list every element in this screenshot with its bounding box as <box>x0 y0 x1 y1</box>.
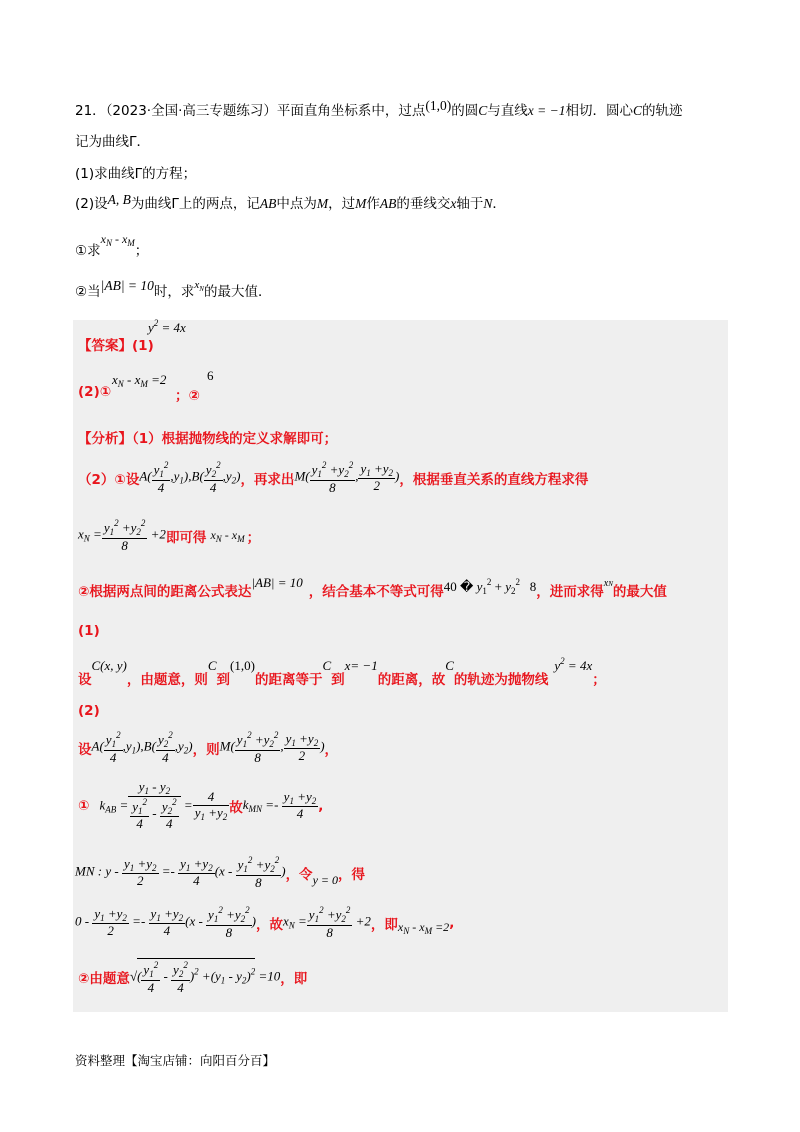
analysis-text: 即可得 <box>165 530 207 546</box>
solution-text: ① <box>78 798 90 814</box>
footer-credit: 资料整理【淘宝店铺：向阳百分百】 <box>75 1053 276 1068</box>
solution-text: 设 <box>78 672 92 688</box>
math-var: M <box>316 196 329 211</box>
question-part-1: (1)求曲线Γ的方程； <box>75 166 197 182</box>
analysis-text: ，根据垂直关系的直线方程求得 <box>399 472 589 488</box>
math-var: x <box>450 196 457 211</box>
question-part-2 <box>75 192 506 212</box>
solution-text: 设 <box>78 742 92 758</box>
solution-text: 的轨迹为抛物线 <box>453 672 549 688</box>
answer-line-2 <box>78 384 111 400</box>
math-var: C <box>478 103 488 118</box>
analysis-math: $x_N - x_M$ <box>210 528 245 544</box>
question-text: 平面直角坐标系中，过点 <box>276 103 426 119</box>
answer-eq1: $y^2 = 4x$ <box>148 318 186 335</box>
solution-line-4 <box>75 852 365 894</box>
analysis-text: 的最大值 <box>612 584 667 600</box>
point-math: (1,0) <box>425 98 452 113</box>
question-source: （2023·全国·高三专题练习） <box>105 103 277 119</box>
question-text: ①求 <box>75 243 101 259</box>
solution-text: ，令 <box>285 867 313 883</box>
question-text: 轴于 <box>456 196 484 212</box>
solution-text: ； <box>592 672 606 688</box>
math-var: AB <box>259 196 277 211</box>
question-text: 的垂线交 <box>396 196 451 212</box>
sub1-expr: $x_N - x_M$ <box>100 232 135 248</box>
solution-text: ，则 <box>192 742 220 758</box>
sub2-cond: |AB| = 10 <box>100 278 154 293</box>
solution-math: √( $\frac{y_1^2}{4}$ - $\frac{y_2^2}{4}$ )$^2 +(y_1 - y_2)^2 =10$ <box>129 960 281 995</box>
solution-math: $k_{MN}$ =- $\frac{y_1 +y_2}{4}$ <box>242 788 317 822</box>
question-text: ． <box>492 196 506 212</box>
solution-text: ，得 <box>338 867 365 883</box>
solution-line-2 <box>78 727 338 769</box>
question-text: 作 <box>366 196 380 212</box>
question-text: 中点为 <box>276 196 317 212</box>
math-var: A, B <box>107 192 131 207</box>
question-text: 的轨迹 <box>642 103 683 119</box>
question-text: 与直线 <box>487 103 528 119</box>
solution-text: 故 <box>229 800 243 816</box>
analysis-text: ②根据两点间的距离公式表达 <box>78 584 252 600</box>
solution-math: C <box>445 658 454 673</box>
solution-line-3: ① $k_{AB}$ = $y_1 - y_2$ $\frac{y_1^2}{4}$ - $\frac{y_2^2}{4}$ = $\frac{4}{y_1 +y_2}$ 故 $k_{MN}$ =- $\frac{y_1 +y_2}{4}$ , <box>78 778 324 832</box>
question-text: 相切．圆心 <box>565 103 633 119</box>
xn-small: xN <box>194 279 204 293</box>
line-math: x = −1 <box>527 103 566 118</box>
answer-label-2: (2)① <box>78 384 112 400</box>
question-text: ②当 <box>75 284 101 300</box>
solution-text: 到 <box>216 672 231 688</box>
question-text: ； <box>134 243 149 259</box>
analysis-line-2 <box>78 458 588 498</box>
question-sub-2 <box>75 278 271 300</box>
question-line-2: 记为曲线Γ． <box>75 134 151 150</box>
question-line-1 <box>75 98 683 119</box>
question-text: ，过 <box>328 196 356 212</box>
question-text: 的最大值． <box>203 284 272 300</box>
solution-line-5: 0 - $\frac{y_1 +y_2}{2}$ =- $\frac{y_1 +y_2}{4}$ (x - $\frac{y_1^2 +y_2^2}{8}$ ) ，故 $x_N$ = $\frac{y_1^2 +y_2^2}{8}$ +2 ，即 $x_N - x_M =2$ , <box>75 905 455 940</box>
solution-part-1-label: (1) <box>78 623 100 639</box>
question-text: 为曲线Γ上的两点，记 <box>130 196 260 212</box>
question-text: 时，求 <box>153 284 195 300</box>
question-text: (2)设 <box>75 196 108 212</box>
question-text: 的圆 <box>451 103 479 119</box>
solution-math: C(x, y) <box>91 658 127 673</box>
solution-math: y = 0 <box>312 872 338 887</box>
answer-val: 6 <box>207 368 214 383</box>
analysis-math: xN <box>603 577 613 589</box>
solution-line-6 <box>78 952 307 1002</box>
solution-math: M( $\frac{y_1^2 +y_2^2}{8}$ , $\frac{y_1 +y_2}{2}$ ) <box>219 730 325 765</box>
solution-line-1 <box>78 648 606 688</box>
analysis-ineq: 40 � $y_1^2 + y_2^2$ 8 <box>443 576 537 596</box>
analysis-math: A( $\frac{y_1^2}{4}$ $,y_1),B$( $\frac{y_2^2}{4}$ $,y_2$) <box>139 460 241 495</box>
solution-math: C <box>207 658 217 673</box>
solution-text: 的距离等于 <box>254 672 323 688</box>
question-number: 21． <box>75 103 106 119</box>
answer-mid: ；② <box>175 388 200 404</box>
answer-line-1 <box>78 334 154 354</box>
solution-text: 到 <box>331 672 345 688</box>
math-var: AB <box>379 196 397 211</box>
solution-text: ， <box>324 742 339 758</box>
solution-math: (1,0) <box>230 658 255 673</box>
answer-label: 【答案】(1) <box>78 338 154 354</box>
solution-math: $k_{AB}$ = $y_1 - y_2$ $\frac{y_1^2}{4}$ - $\frac{y_2^2}{4}$ = $\frac{4}{y_1 +y_2}$ <box>99 778 228 832</box>
math-var: C <box>633 103 643 118</box>
analysis-text: ，再求出 <box>240 472 295 488</box>
analysis-math: $x_N$ = $\frac{y_1^2 +y_2^2}{8}$ +2 <box>78 518 166 553</box>
analysis-text: ，结合基本不等式可得 <box>308 584 444 600</box>
analysis-text: ，进而求得 <box>536 584 604 600</box>
solution-text: 的距离，故 <box>377 672 446 688</box>
question-sub-1 <box>75 232 148 259</box>
solution-part-2-label: (2) <box>78 703 100 719</box>
solution-math: $y^2 = 4x$ <box>554 656 593 673</box>
analysis-line-3: $x_N$ = $\frac{y_1^2 +y_2^2}{8}$ +2 即可得 $x_N - x_M$ ； <box>78 518 261 553</box>
solution-text: ，故 <box>255 917 283 933</box>
analysis-line-4 <box>78 573 667 607</box>
analysis-label: 【分析】（1）根据抛物线的定义求解即可； <box>78 431 338 447</box>
math-var: N <box>483 196 493 211</box>
answer-eq2: $x_N - x_M =2$ <box>112 372 167 389</box>
solution-text: ，即 <box>280 971 308 987</box>
solution-text: ②由题意 <box>78 971 130 987</box>
solution-math: 0 - $\frac{y_1 +y_2}{2}$ =- $\frac{y_1 +y_2}{4}$ (x - $\frac{y_1^2 +y_2^2}{8}$ ) <box>75 905 256 940</box>
solution-math: $x_N$ = $\frac{y_1^2 +y_2^2}{8}$ +2 <box>282 905 371 940</box>
math-var: M <box>355 196 367 211</box>
solution-text: ，即 <box>370 917 398 933</box>
analysis-math: M( $\frac{y_1^2 +y_2^2}{8}$ , $\frac{y_1 +y_2}{2}$ ) <box>294 460 400 495</box>
solution-math: C <box>322 658 332 673</box>
solution-math: x= −1 <box>344 658 378 673</box>
analysis-math: |AB| = 10 <box>251 575 303 590</box>
solution-math: MN : y - $\frac{y_1 +y_2}{2}$ =- $\frac{y_1 +y_2}{4}$ (x - $\frac{y_1^2 +y_2^2}{8}$ ) <box>75 855 286 890</box>
analysis-text: （2）①设 <box>78 472 140 488</box>
solution-text: ，由题意，则 <box>126 672 208 688</box>
solution-math: A( $\frac{y_1^2}{4}$ $,y_1),B$( $\frac{y_2^2}{4}$ $,y_2$) <box>91 730 193 765</box>
solution-math: $x_N - x_M =2$ <box>397 920 450 936</box>
